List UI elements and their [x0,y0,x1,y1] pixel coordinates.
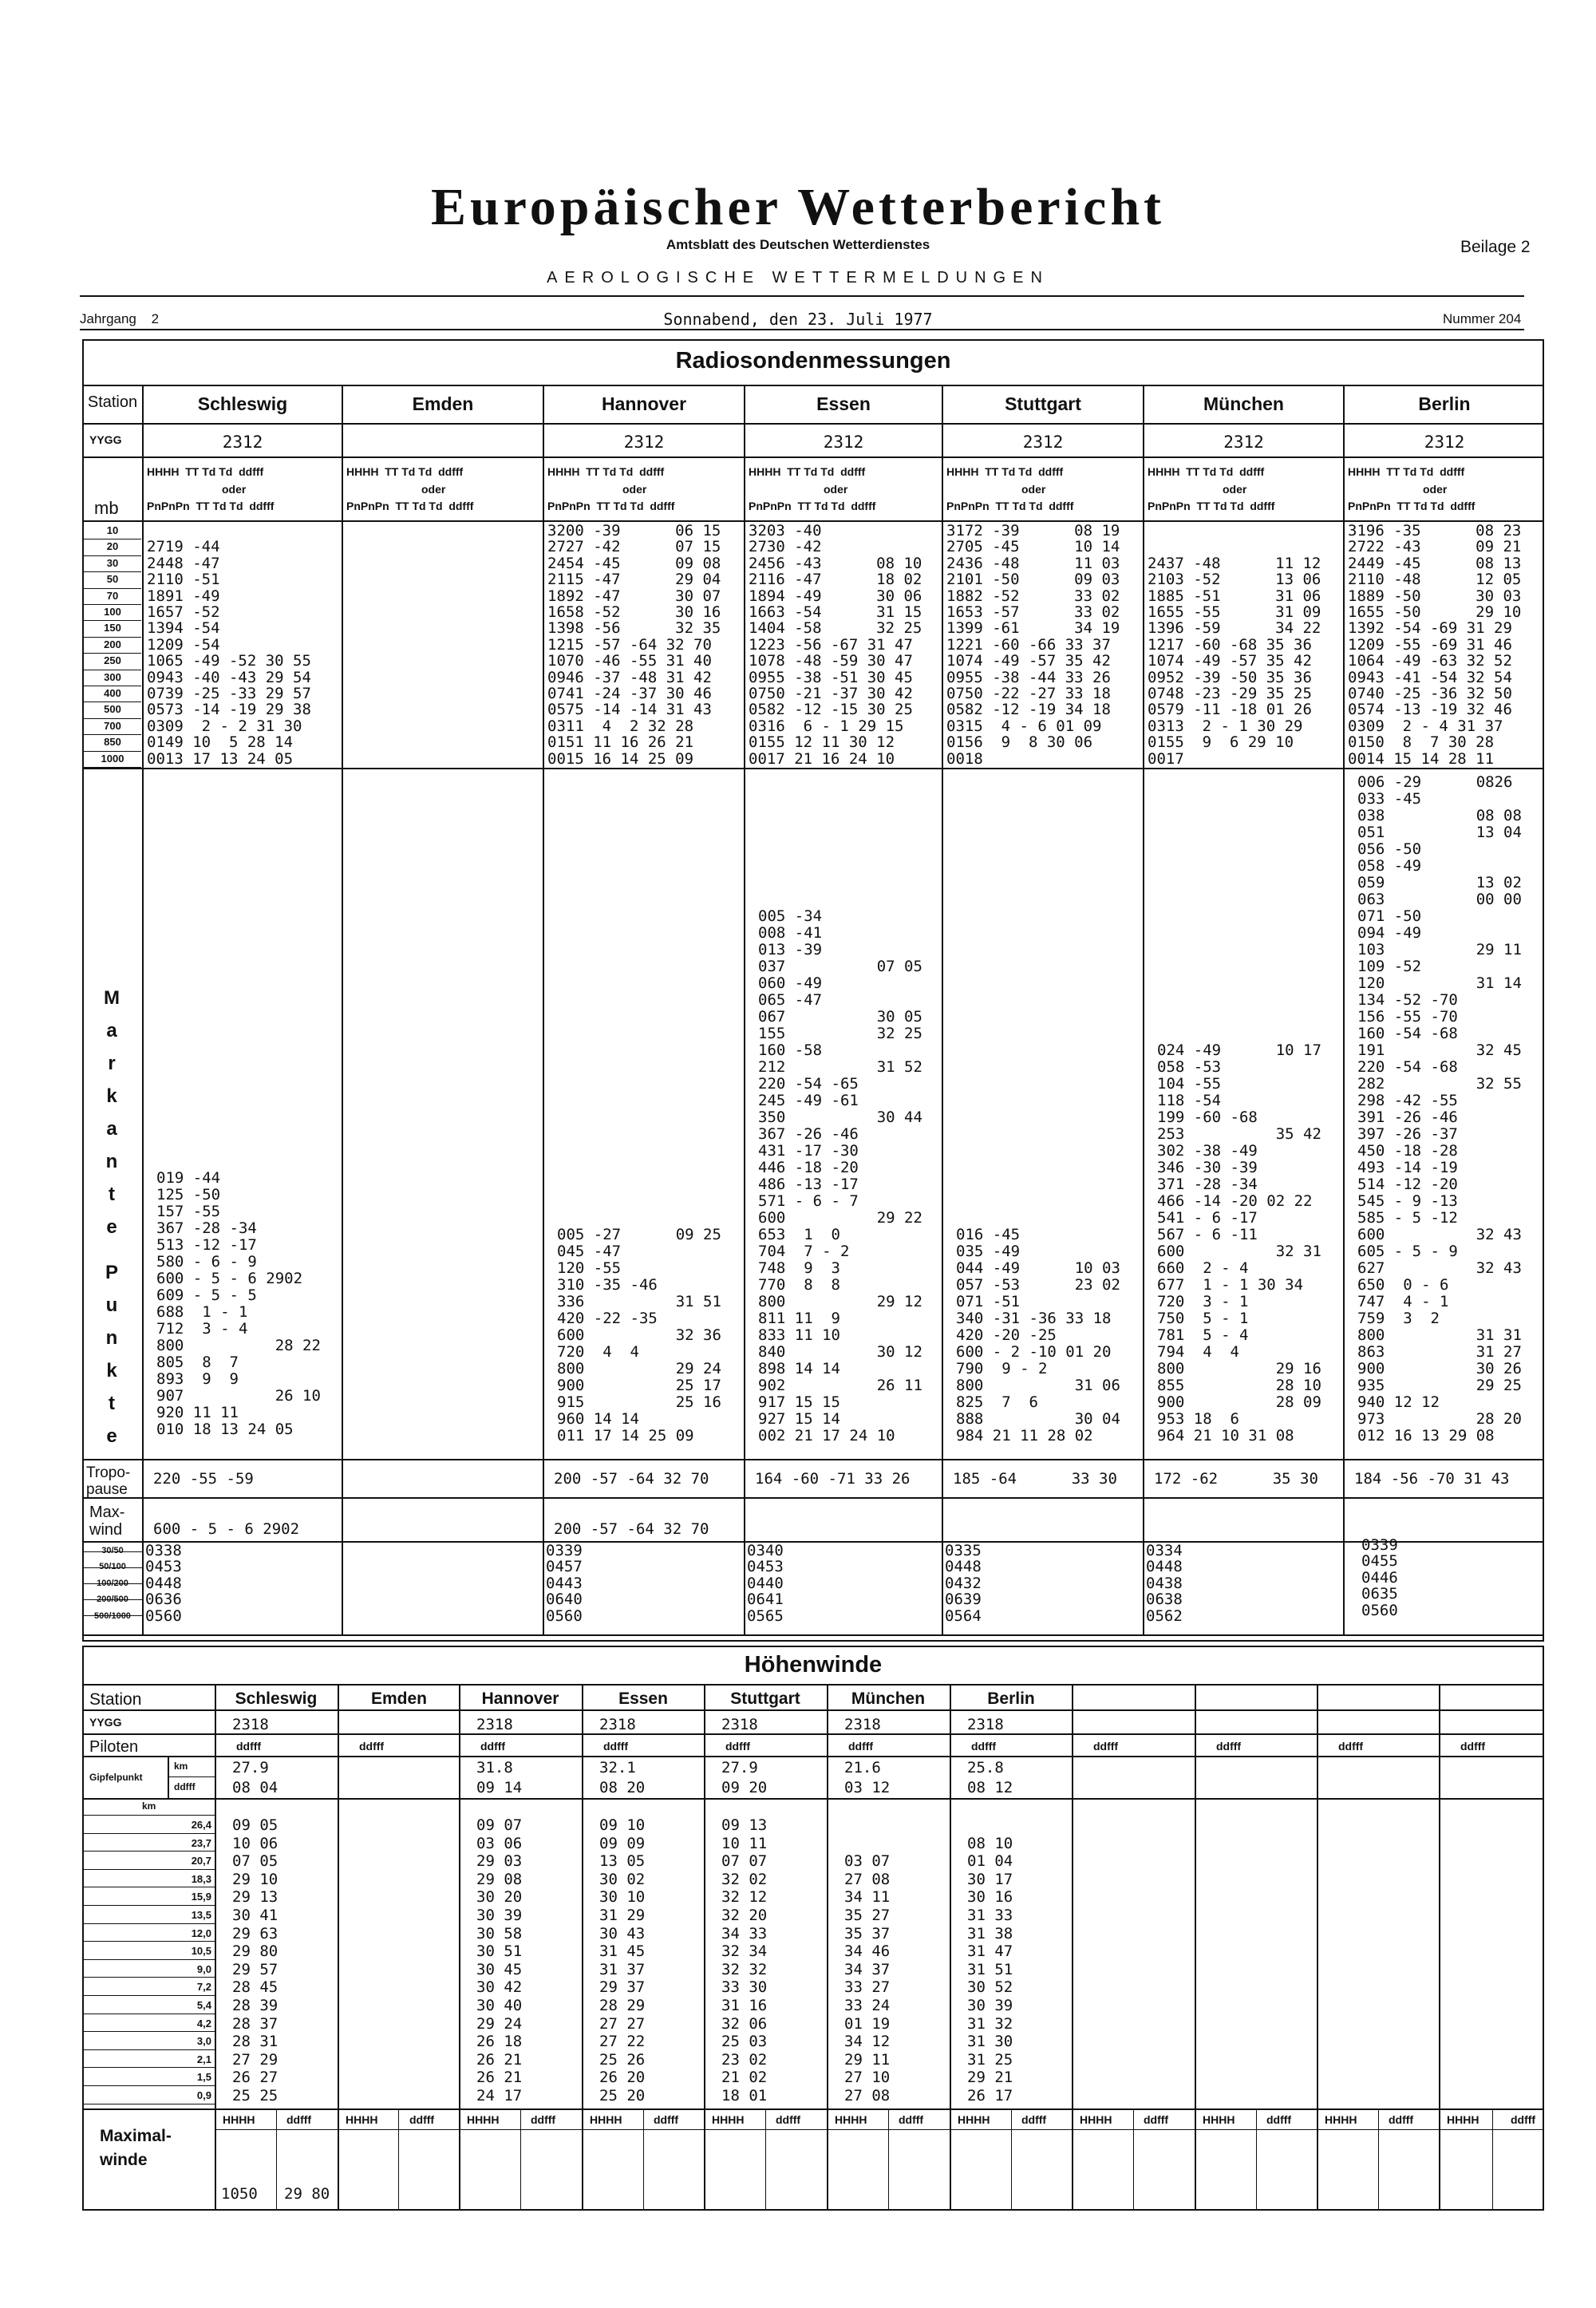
column-subheader: oder [421,483,446,496]
hw-height: 1,5 [196,2071,211,2084]
pressure-level: 10 [106,524,119,536]
hw-yygg: 2318 [844,1716,881,1733]
gipfel-km: 32.1 [599,1759,636,1776]
column-subheader: oder [1021,483,1046,496]
hw-height: 7,2 [196,1981,211,1994]
hw-yygg: 2318 [967,1716,1004,1733]
ddfff-header: ddfff [971,1740,997,1753]
hw-height: 4,2 [196,2017,211,2029]
ddfff-header: ddfff [531,2113,556,2126]
station-essen: Essen [816,393,871,414]
hhhh-header: HHHH [958,2113,990,2126]
hhhh-header: HHHH [835,2113,867,2126]
gipfel-km: 27.9 [232,1759,269,1776]
marked-berlin: 006 -29 0826 033 -45 038 08 08 051 13 04 056 -50 058 -49 059 13 02 063 00 00 071 -50 094 -49 103 29 11 109 -52 120 31 14 134 -52 -70 156 -55 -70 160 -54 -68 191 32 45 220 -54 -68 282 32 55 298 -42 -55 391 -26 -46 397 -26 -37 450 -18 -28 493 -14 -19 514 -12 -20 545 - 9 -13 585 - 5 -12 600 32 43 605 - 5 - 9 627 32 43 650 0 - 6 747 4 - 1 759 3 2 800 31 31 863 31 27 900 30 26 935 29 25 940 12 12 973 28 20 012 16 13 29 08 [1357,773,1522,1444]
gipfel-ddfff: 08 12 [967,1779,1013,1796]
column-subheader: PnPnPn TT Td Td ddfff [147,500,275,512]
shear-layer: 200/500 [97,1595,128,1605]
ddfff-header: ddfff [1216,1740,1242,1753]
pressure-level: 30 [106,556,119,569]
hw-station-name: München [851,1690,926,1708]
ddfff-header: ddfff [1144,2113,1169,2126]
hw-height: 13,5 [191,1908,211,1921]
hw-yygg-label: YYGG [89,1716,122,1729]
pressure-level: 20 [106,540,119,553]
column-subheader: oder [1223,483,1247,496]
column-subheader: HHHH TT Td Td ddfff [547,465,665,478]
column-subheader: HHHH TT Td Td ddfff [346,465,464,478]
page-title: Europäischer Wetterbericht [430,178,1166,236]
ddfff-header: ddfff [286,2113,312,2126]
pressure-level: 700 [104,719,121,732]
marked-stuttgart: 016 -45 035 -49 044 -49 10 03 057 -53 23 02 071 -51 340 -31 -36 33 18 420 -20 -25 600 - 2 -10 01 20 790 9 - 2 800 31 06 825 7 6 888 30 04 984 21 11 28 02 [956,1226,1120,1444]
hhhh-header: HHHH [346,2113,378,2126]
ddfff-header: ddfff [1266,2113,1292,2126]
hw-yygg: 2318 [232,1716,269,1733]
ddfff-header: ddfff [409,2113,435,2126]
pressure-level: 300 [104,670,121,683]
radiosonde-title: Radiosondenmessungen [675,348,951,373]
tropopause-label: Tropo- pause [86,1464,131,1498]
pressure-level: 70 [106,589,119,602]
ddfff-header: ddfff [1511,2113,1536,2126]
hhhh-header: HHHH [467,2113,500,2126]
column-subheader: PnPnPn TT Td Td ddfff [749,500,876,512]
marked-points-label: M a r k a n t e P u n k t e [104,987,120,1447]
section-heading: AEROLOGISCHE WETTERMELDUNGEN [547,269,1049,287]
hw-heights [84,1816,211,2105]
shear-layer: 50/100 [99,1562,126,1572]
hw-winds: 09 07 03 06 29 03 29 08 30 20 30 39 30 58 30 51 30 45 30 42 30 40 29 24 26 18 26 21 26 21 24 17 [476,1816,523,2104]
column-subheader: oder [824,483,848,496]
ddfff-header: ddfff [654,2113,679,2126]
ddfff-header: ddfff [848,1740,874,1753]
hw-height: 26,4 [191,1819,211,1831]
column-subheader: oder [1423,483,1448,496]
issue-date: Sonnabend, den 23. Juli 1977 [663,310,933,329]
hw-station-name: Emden [370,1690,427,1708]
shear-labels [84,1543,141,1624]
pressure-level: 150 [104,622,121,634]
issue-number: Nummer 204 [1443,311,1522,326]
hw-height: 12,0 [191,1927,211,1939]
ddfff-header: ddfff [236,1740,262,1753]
marked-hannover: 005 -27 09 25 045 -47 120 -55 310 -35 -46 336 31 51 420 -22 -35 600 32 36 720 4 4 800 29 24 900 25 17 915 25 16 960 14 14 011 17 14 25 09 [557,1226,721,1444]
divider [80,295,1524,297]
levels-stuttgart: 3172 -39 08 19 2705 -45 10 14 2436 -48 11 03 2101 -50 09 03 1882 -52 33 02 1653 -57 33 02 1399 -61 34 19 1221 -60 -66 33 37 1074 -49 -57 35 42 0955 -38 -44 33 26 0750 -22 -27 33 18 0582 -12 -19 34 18 0315 4 - 6 01 09 0156 9 8 30 06 0018 [946,522,1120,768]
mb-label: mb [94,498,119,518]
station-emden: Emden [412,393,474,414]
gipfel-ddfff: 09 20 [721,1779,768,1796]
pressure-level: 250 [104,654,121,667]
pressure-levels [84,523,141,767]
station-schleswig: Schleswig [197,393,288,414]
hw-height: 2,1 [196,2053,211,2065]
year-info: Jahrgang 2 [80,311,160,326]
levels-berlin: 3196 -35 08 23 2722 -43 09 21 2449 -45 08 13 2110 -48 12 05 1889 -50 30 03 1655 -50 29 10 1392 -54 -69 31 29 1209 -55 -69 31 46 1064 -49 -63 32 52 0943 -41 -54 32 54 0740 -25 -36 32 50 0574 -13 -19 32 46 0309 2 - 4 31 37 0150 8 7 30 28 0014 15 14 28 11 [1348,522,1522,768]
station-label: Station [87,393,138,411]
hw-station-label: Station [89,1690,142,1709]
hw-height: 23,7 [191,1836,211,1849]
maxwind-height: 1050 [221,2185,258,2203]
ddfff-header: ddfff [1389,2113,1414,2126]
ddfff-header: ddfff [603,1740,629,1753]
column-subheader: oder [222,483,247,496]
hw-height: 5,4 [196,1998,211,2011]
pressure-level: 850 [104,736,121,749]
supplement-label: Beilage 2 [1460,238,1531,256]
station-berlin: Berlin [1418,393,1471,414]
hw-station-name: Schleswig [235,1690,318,1708]
shear-layer: 100/200 [97,1578,128,1588]
levels-hannover: 3200 -39 06 15 2727 -42 07 15 2454 -45 09 08 2115 -47 29 04 1892 -47 30 07 1658 -52 30 16 1398 -56 32 35 1215 -57 -64 32 70 1070 -46 -55 31 40 0946 -37 -48 31 42 0741 -24 -37 30 46 0575 -14 -14 31 43 0311 4 2 32 28 0151 11 16 26 21 0015 16 14 25 09 [547,522,721,768]
hw-yygg: 2318 [721,1716,758,1733]
hhhh-header: HHHH [1203,2113,1235,2126]
shear-layer: 500/1000 [94,1610,131,1621]
gipfel-ddfff: 08 20 [599,1779,646,1796]
ddfff-header: ddfff [1021,2113,1047,2126]
column-subheader: PnPnPn TT Td Td ddfff [1148,500,1275,512]
column-subheader: HHHH TT Td Td ddfff [946,465,1064,478]
column-subheader: PnPnPn TT Td Td ddfff [946,500,1074,512]
hhhh-header: HHHH [712,2113,745,2126]
station-hannover: Hannover [601,393,687,414]
hw-height: 3,0 [196,2035,211,2048]
column-subheader: HHHH TT Td Td ddfff [147,465,264,478]
levels-schleswig: 2719 -44 2448 -47 2110 -51 1891 -49 1657 -52 1394 -54 1209 -54 1065 -49 -52 30 55 0943 -40 -43 29 54 0739 -25 -33 29 57 0573 -14 -19 29 38 0309 2 - 2 31 30 0149 10 5 28 14 0013 17 13 24 05 [147,538,311,768]
gipfel-ddfff: 03 12 [844,1779,891,1796]
ddfff-header: ddfff [899,2113,924,2126]
hw-station-name: Essen [618,1690,668,1708]
column-subheader: HHHH TT Td Td ddfff [1148,465,1265,478]
divider [80,329,1524,330]
hw-station-name: Berlin [987,1690,1035,1708]
gipfel-km: 27.9 [721,1759,758,1776]
gipfel-ddfff: 09 14 [476,1779,523,1796]
hw-yygg: 2318 [599,1716,636,1733]
hw-height: 9,0 [196,1962,211,1975]
gipfel-km: 25.8 [967,1759,1004,1776]
yygg-label: YYGG [89,433,122,446]
page-subtitle: Amtsblatt des Deutschen Wetterdienstes [666,237,930,252]
hw-winds: 09 10 09 09 13 05 30 02 30 10 31 29 30 43 31 45 31 37 29 37 28 29 27 27 27 22 25 26 26 20 25 20 [599,1816,646,2104]
hoehenwinde-title: Höhenwinde [744,1652,883,1678]
hhhh-header: HHHH [1080,2113,1112,2126]
hw-height: 20,7 [191,1855,211,1867]
gipfel-km: 21.6 [844,1759,881,1776]
column-subheader: PnPnPn TT Td Td ddfff [547,500,675,512]
hhhh-header: HHHH [1325,2113,1357,2126]
column-subheader: PnPnPn TT Td Td ddfff [1348,500,1476,512]
column-subheader: oder [622,483,647,496]
hhhh-header: HHHH [590,2113,622,2126]
gipfel-ddfff: 08 04 [232,1779,279,1796]
ddfff-header: ddfff [1093,1740,1119,1753]
levels-muenchen: 2437 -48 11 12 2103 -52 13 06 1885 -51 31 06 1655 -55 31 09 1396 -59 34 22 1217 -60 -68 35 36 1074 -49 -57 35 42 0952 -39 -50 35 36 0748 -23 -29 35 25 0579 -11 -18 01 26 0313 2 - 1 30 29 0155 9 6 29 10 0017 [1148,554,1321,768]
hw-winds: 09 05 10 06 07 05 29 10 29 13 30 41 29 63 29 80 29 57 28 45 28 39 28 37 28 31 27 29 26 27 25 25 [232,1816,279,2104]
ddfff-header: ddfff [776,2113,801,2126]
marked-muenchen: 024 -49 10 17 058 -53 104 -55 118 -54 199 -60 -68 253 35 42 302 -38 -49 346 -30 -39 371 -28 -34 466 -14 -20 02 22 541 - 6 -17 567 - 6 -11 600 32 31 660 2 - 4 677 1 - 1 30 34 720 3 - 1 750 5 - 1 781 5 - 4 794 4 4 800 29 16 855 28 10 900 28 09 953 18 6 964 21 10 31 08 [1157,1041,1321,1444]
hw-yygg: 2318 [476,1716,513,1733]
hw-station-name: Stuttgart [730,1690,800,1708]
pressure-level: 500 [104,703,121,716]
marked-schleswig: 019 -44 125 -50 157 -55 367 -28 -34 513 -12 -17 580 - 6 - 9 600 - 5 - 6 2902 609 - 5 - 5 688 1 - 1 712 3 - 4 800 28 22 805 8 7 893 9 9 907 26 10 920 11 11 010 18 13 24 05 [156,1169,321,1438]
hw-winds: 08 10 01 04 30 17 30 16 31 33 31 38 31 47 31 51 30 52 30 39 31 32 31 30 31 25 29 21 26 17 [967,1834,1013,2104]
gipfel-km: 31.8 [476,1759,513,1776]
hw-height: 18,3 [191,1872,211,1885]
station-muenchen: München [1203,393,1284,414]
pressure-level: 400 [104,687,121,700]
ddfff-header: ddfff [1460,1740,1486,1753]
column-subheader: PnPnPn TT Td Td ddfff [346,500,474,512]
pressure-level: 1000 [101,752,124,765]
ddfff-header: ddfff [480,1740,506,1753]
column-subheader: HHHH TT Td Td ddfff [1348,465,1465,478]
maxwind-label: Max- wind [89,1504,125,1539]
station-stuttgart: Stuttgart [1005,393,1081,414]
marked-essen: 005 -34 008 -41 013 -39 037 07 05 060 -49 065 -47 067 30 05 155 32 25 160 -58 212 31 52 220 -54 -65 245 -49 -61 350 30 44 367 -26 -46 431 -17 -30 446 -18 -20 486 -13 -17 571 - 6 - 7 600 29 22 653 1 0 704 7 - 2 748 9 3 770 8 8 800 29 12 811 11 9 833 11 10 840 30 12 898 14 14 902 26 11 917 15 15 927 15 14 002 21 17 24 10 [758,907,922,1444]
hw-station-name: Hannover [481,1690,559,1708]
shear-layer: 30/50 [101,1546,124,1555]
column-subheader: HHHH TT Td Td ddfff [749,465,866,478]
levels-essen: 3203 -40 2730 -42 2456 -43 08 10 2116 -47 18 02 1894 -49 30 06 1663 -54 31 15 1404 -58 32 25 1223 -56 -67 31 47 1078 -48 -59 30 47 0955 -38 -51 30 45 0750 -21 -37 30 42 0582 -12 -15 30 25 0316 6 - 1 29 15 0155 12 11 30 12 0017 21 16 24 10 [749,522,922,768]
ddfff-header: ddfff [359,1740,385,1753]
hw-height: 15,9 [191,1891,211,1903]
hw-winds: 09 13 10 11 07 07 32 02 32 12 32 20 34 33 32 34 32 32 33 30 31 16 32 06 25 03 23 02 21 02 18 01 [721,1816,768,2104]
hw-height: 0,9 [196,2089,211,2101]
piloten-label: Piloten [89,1738,139,1756]
hw-winds: 03 07 27 08 34 11 35 27 35 37 34 46 34 37 33 27 33 24 01 19 34 12 29 11 27 10 27 08 [844,1852,891,2104]
ddfff-header: ddfff [1338,1740,1364,1753]
pressure-level: 50 [106,573,119,586]
hhhh-header: HHHH [1447,2113,1479,2126]
pressure-level: 200 [104,638,121,650]
maxwind-ddfff: 29 80 [284,2185,330,2203]
hw-height: 10,5 [191,1945,211,1958]
pressure-level: 100 [104,606,121,618]
ddfff-header: ddfff [725,1740,751,1753]
gipfelpunkt-label: Gipfelpunkt [89,1772,143,1783]
maxwinde-label: Maximal- winde [100,2127,172,2169]
hhhh-header: HHHH [223,2113,255,2126]
